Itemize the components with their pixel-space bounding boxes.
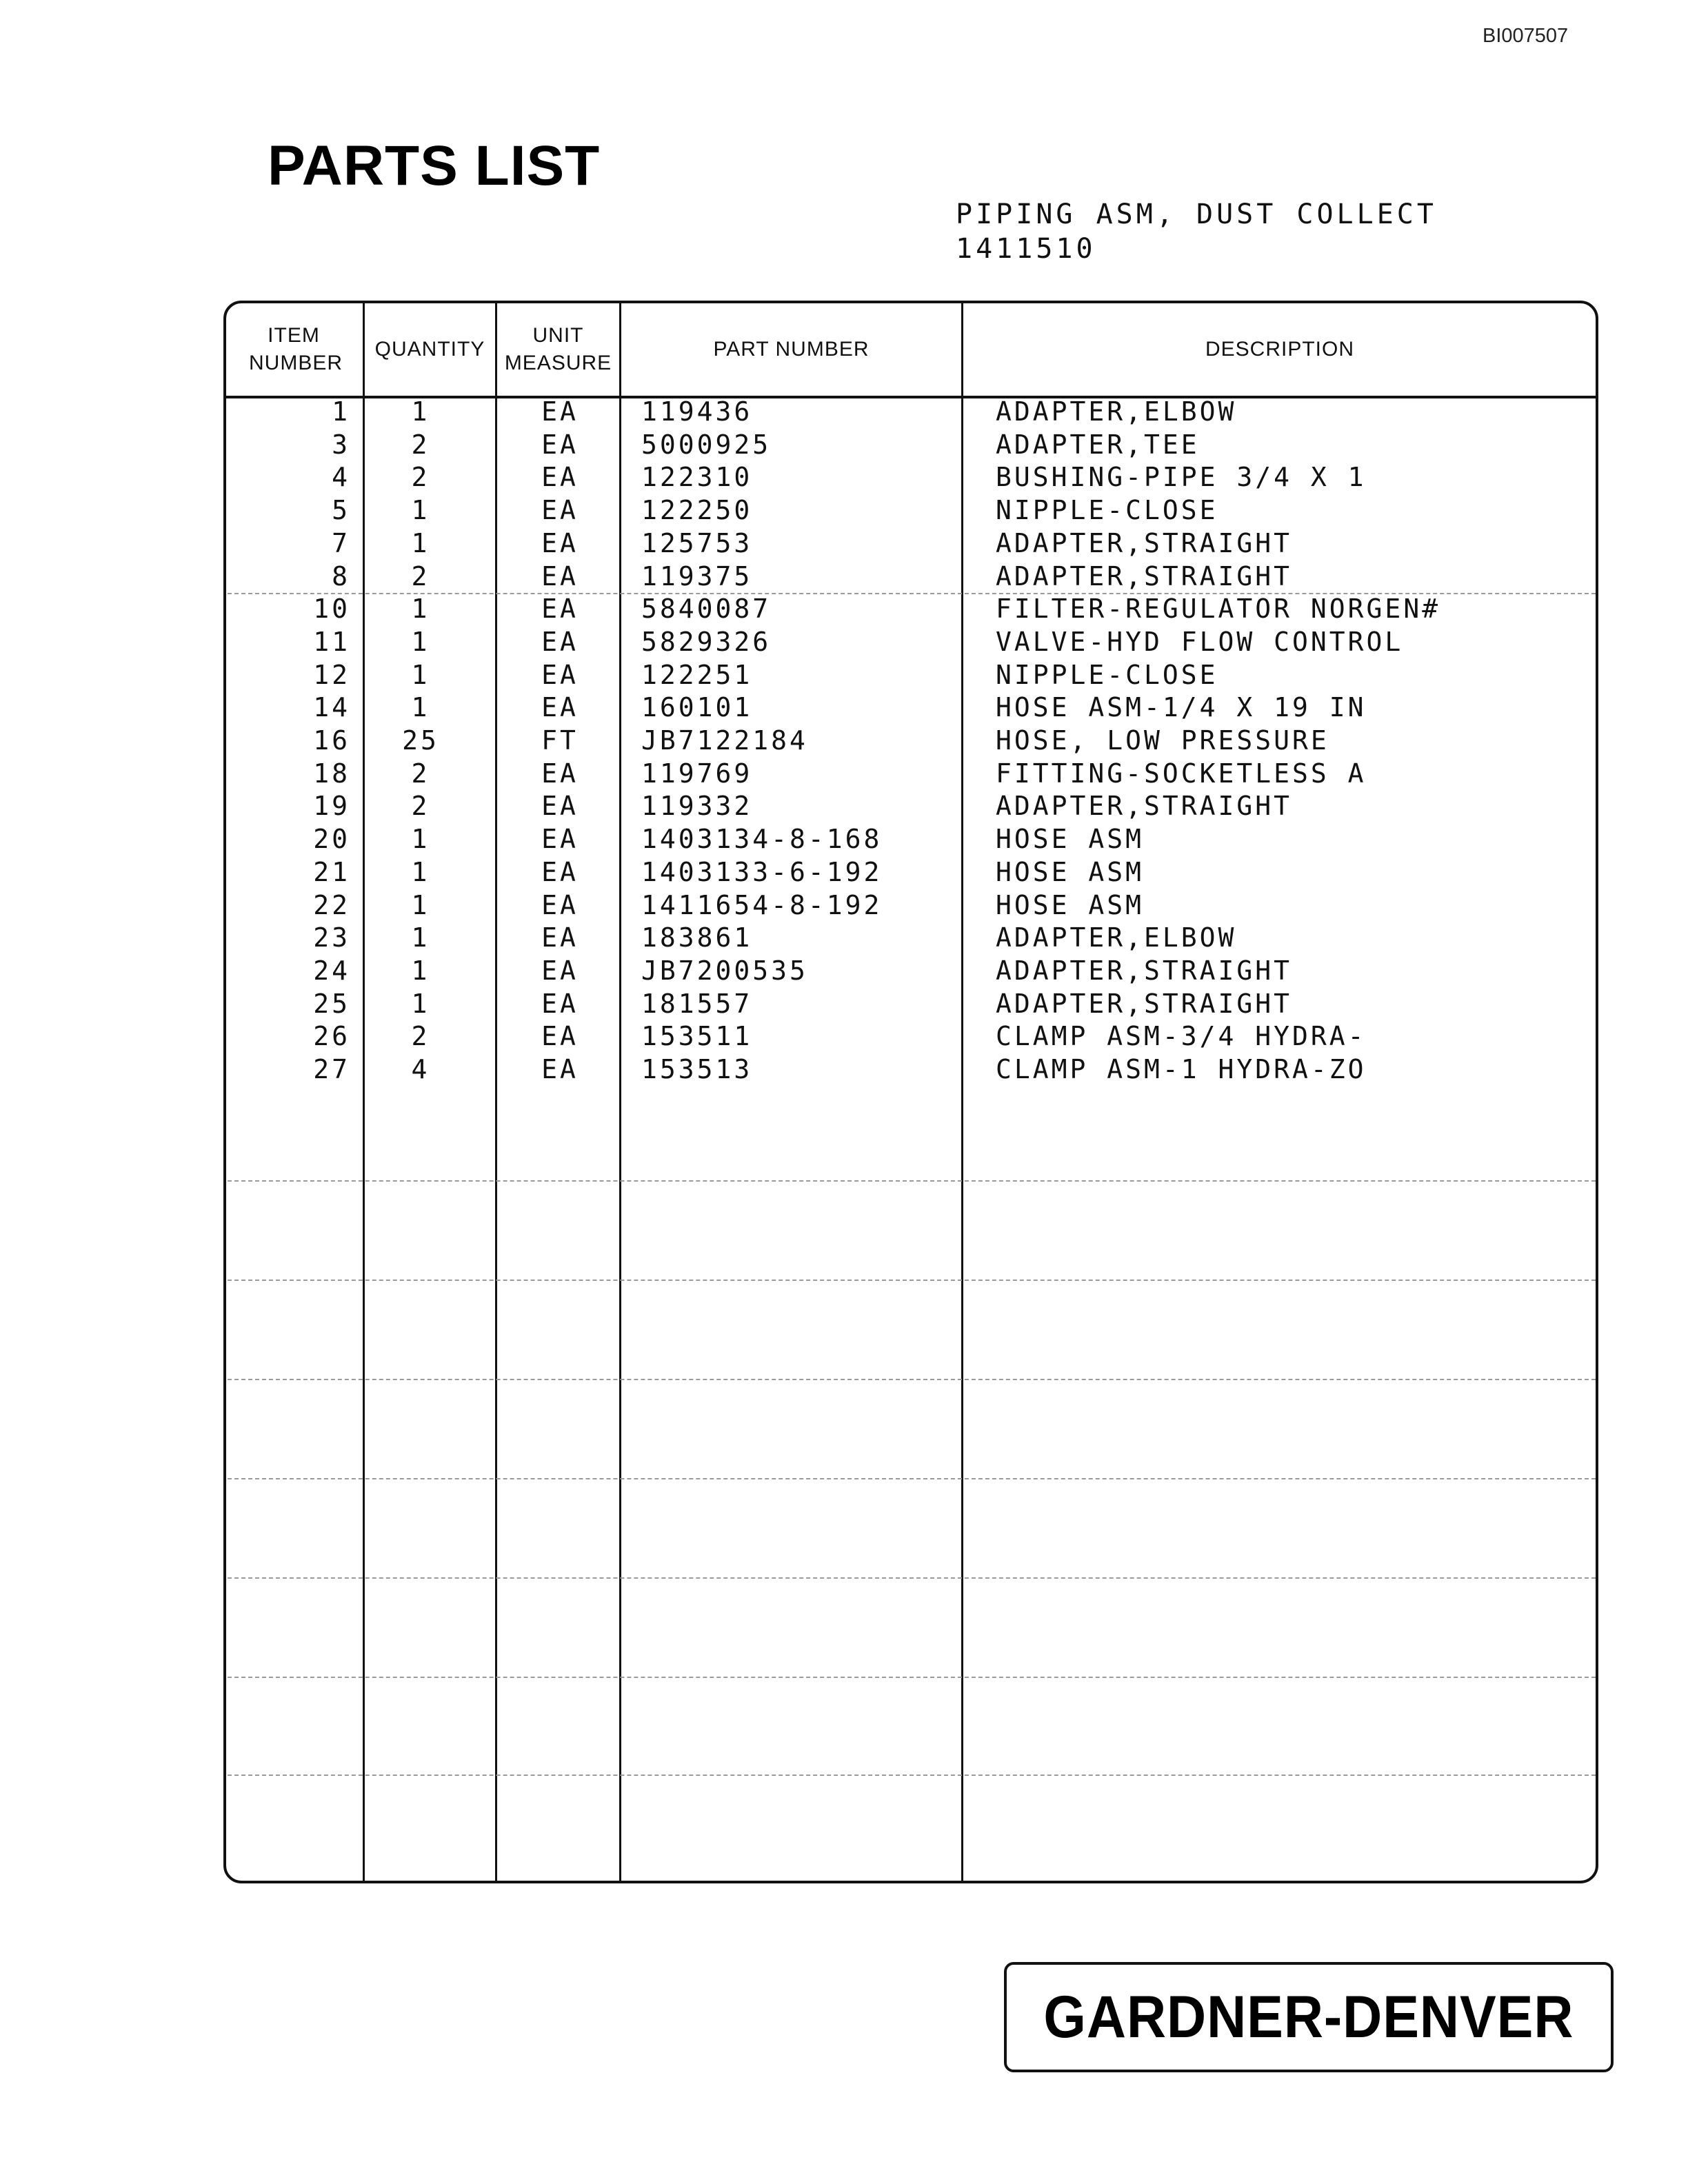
part-number-cell: 119332 xyxy=(641,791,753,822)
quantity-cell: 1 xyxy=(411,396,430,427)
quantity-cell: 2 xyxy=(411,1021,430,1052)
description-cell: HOSE ASM xyxy=(996,856,1145,887)
part-number-cell: 122250 xyxy=(641,495,753,526)
quantity-cell: 25 xyxy=(402,725,439,756)
quantity-cell: 1 xyxy=(411,988,430,1019)
quantity-cell: 2 xyxy=(411,462,430,493)
part-number-cell: 5829326 xyxy=(641,626,772,657)
table-row xyxy=(0,691,1688,725)
unit-measure-cell: EA xyxy=(541,396,579,427)
quantity-cell: 1 xyxy=(411,659,430,690)
item-number-cell: 8 xyxy=(332,560,350,592)
part-number-cell: 1403134-8-168 xyxy=(641,824,883,855)
item-number-cell: 3 xyxy=(332,429,350,460)
item-number-cell: 22 xyxy=(313,889,350,920)
item-number-cell: 21 xyxy=(313,856,350,887)
description-cell: ADAPTER,TEE xyxy=(996,429,1200,460)
table-row xyxy=(0,461,1688,494)
unit-measure-cell: EA xyxy=(541,856,579,887)
quantity-cell: 1 xyxy=(411,824,430,855)
row-group-divider xyxy=(228,1577,1596,1579)
unit-measure-cell: EA xyxy=(541,560,579,592)
table-row xyxy=(0,758,1688,791)
quantity-cell: 1 xyxy=(411,626,430,657)
table-row xyxy=(0,955,1688,988)
document-id: BI007507 xyxy=(1483,25,1569,47)
item-number-cell: 24 xyxy=(313,955,350,986)
item-number-cell: 23 xyxy=(313,922,350,953)
quantity-cell: 1 xyxy=(411,527,430,558)
unit-measure-cell: EA xyxy=(541,692,579,723)
part-number-cell: 153511 xyxy=(641,1021,753,1052)
description-cell: CLAMP ASM-3/4 HYDRA- xyxy=(996,1021,1367,1052)
description-cell: HOSE, LOW PRESSURE xyxy=(996,725,1329,756)
table-row xyxy=(0,988,1688,1021)
table-row xyxy=(0,494,1688,527)
header-quantity: QUANTITY xyxy=(374,338,485,361)
item-number-cell: 18 xyxy=(313,758,350,789)
quantity-cell: 1 xyxy=(411,495,430,526)
description-cell: ADAPTER,ELBOW xyxy=(996,922,1237,953)
logo-text: GARDNER-DENVER xyxy=(1043,1983,1574,2050)
part-number-cell: 5000925 xyxy=(641,429,772,460)
description-cell: VALVE-HYD FLOW CONTROL xyxy=(996,626,1404,657)
header-item-number: ITEM NUMBER xyxy=(249,324,343,374)
table-row xyxy=(0,593,1688,626)
part-number-cell: 125753 xyxy=(641,527,753,558)
quantity-cell: 1 xyxy=(411,955,430,986)
table-row xyxy=(0,429,1688,462)
item-number-cell: 12 xyxy=(313,659,350,690)
header-description: DESCRIPTION xyxy=(1205,338,1355,361)
unit-measure-cell: EA xyxy=(541,1021,579,1052)
item-number-cell: 1 xyxy=(332,396,350,427)
row-group-divider xyxy=(228,1180,1596,1182)
part-number-cell: 181557 xyxy=(641,988,753,1019)
description-cell: ADAPTER,STRAIGHT xyxy=(996,988,1293,1019)
description-cell: CLAMP ASM-1 HYDRA-ZO xyxy=(996,1054,1367,1084)
table-row xyxy=(0,889,1688,922)
part-number-cell: 119375 xyxy=(641,560,753,592)
item-number-cell: 11 xyxy=(313,626,350,657)
part-number-cell: 1411654-8-192 xyxy=(641,889,883,920)
quantity-cell: 2 xyxy=(411,791,430,822)
item-number-cell: 20 xyxy=(313,824,350,855)
quantity-cell: 1 xyxy=(411,856,430,887)
quantity-cell: 1 xyxy=(411,692,430,723)
page-title: PARTS LIST xyxy=(268,134,601,197)
table-row xyxy=(0,856,1688,889)
unit-measure-cell: EA xyxy=(541,988,579,1019)
part-number-cell: 153513 xyxy=(641,1054,753,1084)
header-unit-measure: UNIT MEASURE xyxy=(504,324,612,374)
part-number-cell: 119769 xyxy=(641,758,753,789)
unit-measure-cell: EA xyxy=(541,824,579,855)
unit-measure-cell: EA xyxy=(541,758,579,789)
unit-measure-cell: EA xyxy=(541,429,579,460)
description-cell: FITTING-SOCKETLESS A xyxy=(996,758,1367,789)
part-number-cell: JB7122184 xyxy=(641,725,808,756)
row-group-divider xyxy=(228,593,1596,594)
unit-measure-cell: EA xyxy=(541,462,579,493)
table-row xyxy=(0,626,1688,659)
part-number-cell: 122310 xyxy=(641,462,753,493)
unit-measure-cell: EA xyxy=(541,527,579,558)
table-row xyxy=(0,1053,1688,1086)
table-row xyxy=(0,790,1688,823)
item-number-cell: 10 xyxy=(313,594,350,625)
description-cell: ADAPTER,STRAIGHT xyxy=(996,791,1293,822)
unit-measure-cell: EA xyxy=(541,495,579,526)
quantity-cell: 4 xyxy=(411,1054,430,1084)
unit-measure-cell: EA xyxy=(541,955,579,986)
item-number-cell: 19 xyxy=(313,791,350,822)
description-cell: HOSE ASM xyxy=(996,824,1145,855)
table-row xyxy=(0,922,1688,955)
row-group-divider xyxy=(228,1379,1596,1380)
unit-measure-cell: EA xyxy=(541,791,579,822)
part-number-cell: 160101 xyxy=(641,692,753,723)
item-number-cell: 4 xyxy=(332,462,350,493)
item-number-cell: 14 xyxy=(313,692,350,723)
unit-measure-cell: EA xyxy=(541,659,579,690)
description-cell: ADAPTER,STRAIGHT xyxy=(996,527,1293,558)
quantity-cell: 2 xyxy=(411,429,430,460)
item-number-cell: 5 xyxy=(332,495,350,526)
row-group-divider xyxy=(228,1478,1596,1479)
quantity-cell: 1 xyxy=(411,889,430,920)
table-row xyxy=(0,823,1688,856)
item-number-cell: 27 xyxy=(313,1054,350,1084)
quantity-cell: 2 xyxy=(411,560,430,592)
unit-measure-cell: FT xyxy=(541,725,579,756)
assembly-name: PIPING ASM, DUST COLLECT xyxy=(956,199,1437,230)
description-cell: FILTER-REGULATOR NORGEN# xyxy=(996,594,1441,625)
table-row xyxy=(0,560,1688,594)
part-number-cell: JB7200535 xyxy=(641,955,808,986)
unit-measure-cell: EA xyxy=(541,889,579,920)
part-number-cell: 119436 xyxy=(641,396,753,427)
unit-measure-cell: EA xyxy=(541,1054,579,1084)
description-cell: NIPPLE-CLOSE xyxy=(996,495,1218,526)
gardner-denver-logo xyxy=(1004,1962,1614,2072)
quantity-cell: 1 xyxy=(411,922,430,953)
item-number-cell: 16 xyxy=(313,725,350,756)
item-number-cell: 25 xyxy=(313,988,350,1019)
table-row xyxy=(0,396,1688,429)
item-number-cell: 7 xyxy=(332,527,350,558)
table-row xyxy=(0,659,1688,692)
unit-measure-cell: EA xyxy=(541,594,579,625)
description-cell: ADAPTER,ELBOW xyxy=(996,396,1237,427)
table-row xyxy=(0,725,1688,758)
part-number-cell: 1403133-6-192 xyxy=(641,856,883,887)
part-number-cell: 5840087 xyxy=(641,594,772,625)
part-number-cell: 183861 xyxy=(641,922,753,953)
row-group-divider xyxy=(228,1677,1596,1678)
row-group-divider xyxy=(228,1775,1596,1776)
description-cell: ADAPTER,STRAIGHT xyxy=(996,560,1293,592)
item-number-cell: 26 xyxy=(313,1021,350,1052)
description-cell: HOSE ASM xyxy=(996,889,1145,920)
description-cell: HOSE ASM-1/4 X 19 IN xyxy=(996,692,1367,723)
table-row xyxy=(0,1020,1688,1053)
unit-measure-cell: EA xyxy=(541,626,579,657)
header-part-number: PART NUMBER xyxy=(713,338,870,361)
table-row xyxy=(0,527,1688,560)
unit-measure-cell: EA xyxy=(541,922,579,953)
description-cell: NIPPLE-CLOSE xyxy=(996,659,1218,690)
assembly-subtitle xyxy=(956,197,1437,266)
quantity-cell: 2 xyxy=(411,758,430,789)
description-cell: ADAPTER,STRAIGHT xyxy=(996,955,1293,986)
quantity-cell: 1 xyxy=(411,594,430,625)
row-group-divider xyxy=(228,1280,1596,1281)
part-number-cell: 122251 xyxy=(641,659,753,690)
assembly-number: 1411510 xyxy=(956,233,1096,265)
description-cell: BUSHING-PIPE 3/4 X 1 xyxy=(996,462,1367,493)
